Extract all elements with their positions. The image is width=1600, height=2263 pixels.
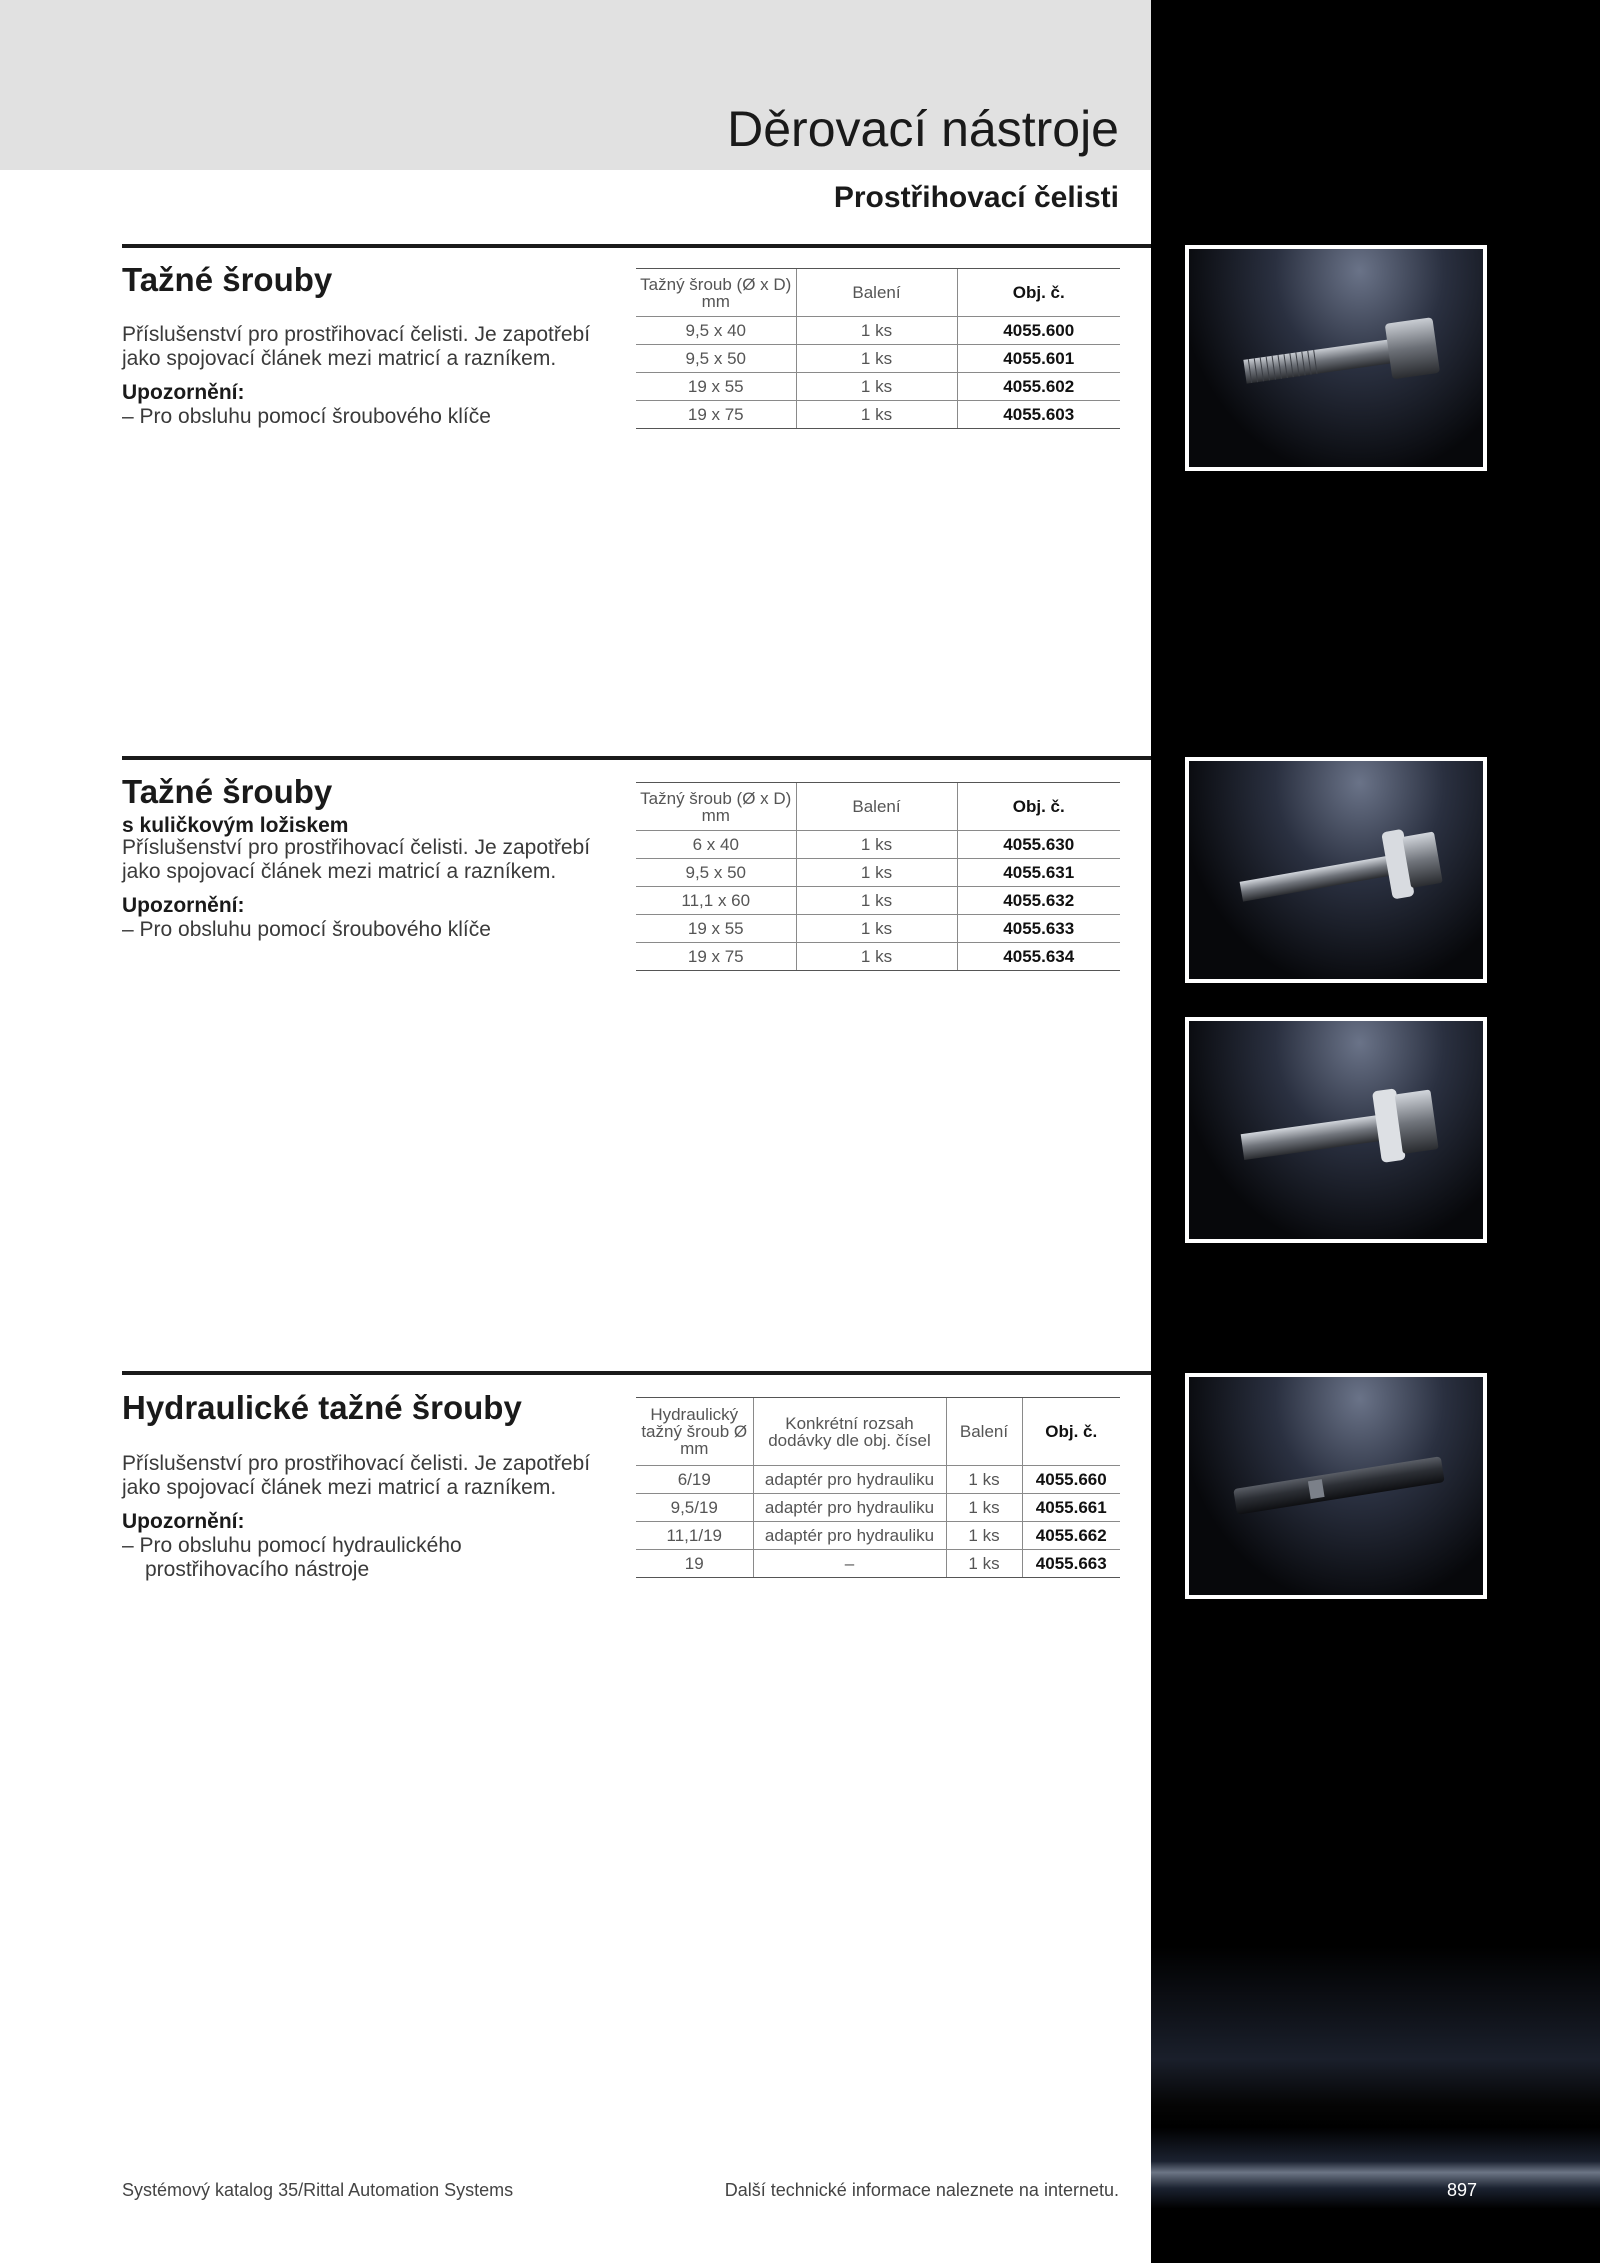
- order-number: 4055.662: [1022, 1522, 1120, 1550]
- table-cell: 9,5 x 40: [636, 317, 796, 345]
- table-header: Balení: [796, 269, 957, 317]
- order-number: 4055.602: [957, 373, 1120, 401]
- section-title: Hydraulické tažné šrouby: [122, 1389, 522, 1426]
- order-number: 4055.631: [957, 859, 1120, 887]
- table-cell: 1 ks: [796, 887, 957, 915]
- table-cell: adaptér pro hydrauliku: [753, 1494, 946, 1522]
- note-item: – Pro obsluhu pomocí hydraulického prostřihovacího nástroje: [122, 1534, 462, 1581]
- page-number: 897: [1447, 2180, 1478, 2200]
- table-cell: 9,5 x 50: [636, 859, 796, 887]
- order-number: 4055.603: [957, 401, 1120, 429]
- table-cell: 19: [636, 1550, 753, 1578]
- product-table: [636, 268, 1120, 429]
- table-cell: 1 ks: [946, 1466, 1022, 1494]
- order-number: 4055.634: [957, 943, 1120, 971]
- table-row: [636, 831, 1120, 859]
- table-cell: 19 x 55: [636, 915, 796, 943]
- product-table: [636, 782, 1120, 971]
- section-title: Tažné šrouby: [122, 773, 333, 810]
- page-subtitle: Prostřihovací čelisti: [833, 181, 1119, 214]
- table-header: Tažný šroub (Ø x D) mm: [636, 269, 796, 317]
- section-divider: [122, 756, 1151, 760]
- table-cell: –: [753, 1550, 946, 1578]
- table-cell: 1 ks: [796, 915, 957, 943]
- table-cell: 19 x 75: [636, 943, 796, 971]
- note-label: Upozornění:: [122, 1510, 245, 1533]
- note-label: Upozornění:: [122, 381, 245, 404]
- table-cell: 1 ks: [796, 345, 957, 373]
- table-header: Balení: [946, 1398, 1022, 1466]
- table-cell: 1 ks: [796, 401, 957, 429]
- note-label: Upozornění:: [122, 894, 245, 917]
- table-row: [636, 915, 1120, 943]
- section-subtitle: s kuličkovým ložiskem: [122, 814, 349, 837]
- note-item: – Pro obsluhu pomocí šroubového klíče: [122, 918, 491, 941]
- table-cell: 6/19: [636, 1466, 753, 1494]
- footer-catalog: Systémový katalog 35/Rittal Automation Systems: [122, 2180, 514, 2200]
- table-cell: 19 x 55: [636, 373, 796, 401]
- table-header: Obj. č.: [957, 269, 1120, 317]
- table-row: [636, 1550, 1120, 1578]
- section-divider: [122, 1371, 1151, 1375]
- order-number: 4055.630: [957, 831, 1120, 859]
- table-cell: 1 ks: [946, 1550, 1022, 1578]
- table-cell: 1 ks: [796, 943, 957, 971]
- order-number: 4055.632: [957, 887, 1120, 915]
- order-number: 4055.660: [1022, 1466, 1120, 1494]
- table-cell: 9,5/19: [636, 1494, 753, 1522]
- order-number: 4055.661: [1022, 1494, 1120, 1522]
- table-cell: 1 ks: [946, 1522, 1022, 1550]
- table-row: [636, 1466, 1120, 1494]
- section-description: Příslušenství pro prostřihovací čelisti. Je zapotřebí jako spojovací článek mezi matricí a razníkem.: [122, 836, 591, 883]
- table-row: [636, 373, 1120, 401]
- table-header: Balení: [796, 783, 957, 831]
- section-description: Příslušenství pro prostřihovací čelisti. Je zapotřebí jako spojovací článek mezi matricí a razníkem.: [122, 323, 591, 370]
- table-cell: 1 ks: [796, 831, 957, 859]
- order-number: 4055.600: [957, 317, 1120, 345]
- table-row: [636, 401, 1120, 429]
- section-title: Tažné šrouby: [122, 261, 333, 298]
- table-cell: 1 ks: [796, 317, 957, 345]
- table-cell: 6 x 40: [636, 831, 796, 859]
- table-cell: 1 ks: [796, 373, 957, 401]
- table-row: [636, 943, 1120, 971]
- table-row: [636, 859, 1120, 887]
- product-photo-bolt: [1185, 245, 1487, 471]
- order-number: 4055.663: [1022, 1550, 1120, 1578]
- table-cell: 1 ks: [796, 859, 957, 887]
- product-photo-bearing-bolt: [1185, 757, 1487, 983]
- product-photo-hydraulic-bolt: [1185, 1373, 1487, 1599]
- footer-info: Další technické informace naleznete na internetu.: [724, 2180, 1119, 2200]
- product-table: [636, 1397, 1120, 1578]
- table-header: Konkrétní rozsah dodávky dle obj. čísel: [753, 1398, 946, 1466]
- table-row: [636, 1494, 1120, 1522]
- table-header: Hydraulický tažný šroub Ø mm: [636, 1398, 753, 1466]
- table-header: Obj. č.: [957, 783, 1120, 831]
- page-title: Děrovací nástroje: [727, 101, 1119, 157]
- table-header: Tažný šroub (Ø x D) mm: [636, 783, 796, 831]
- section-divider: [122, 244, 1151, 248]
- table-header: Obj. č.: [1022, 1398, 1120, 1466]
- table-row: [636, 345, 1120, 373]
- table-row: [636, 317, 1120, 345]
- product-photo-bearing-bolt: [1185, 1017, 1487, 1243]
- order-number: 4055.601: [957, 345, 1120, 373]
- table-cell: adaptér pro hydrauliku: [753, 1466, 946, 1494]
- table-row: [636, 887, 1120, 915]
- table-row: [636, 1522, 1120, 1550]
- order-number: 4055.633: [957, 915, 1120, 943]
- table-cell: 19 x 75: [636, 401, 796, 429]
- table-cell: 11,1/19: [636, 1522, 753, 1550]
- table-cell: 11,1 x 60: [636, 887, 796, 915]
- table-cell: 9,5 x 50: [636, 345, 796, 373]
- table-cell: 1 ks: [946, 1494, 1022, 1522]
- table-cell: adaptér pro hydrauliku: [753, 1522, 946, 1550]
- section-description: Příslušenství pro prostřihovací čelisti. Je zapotřebí jako spojovací článek mezi matricí a razníkem.: [122, 1452, 591, 1499]
- note-item: – Pro obsluhu pomocí šroubového klíče: [122, 405, 491, 428]
